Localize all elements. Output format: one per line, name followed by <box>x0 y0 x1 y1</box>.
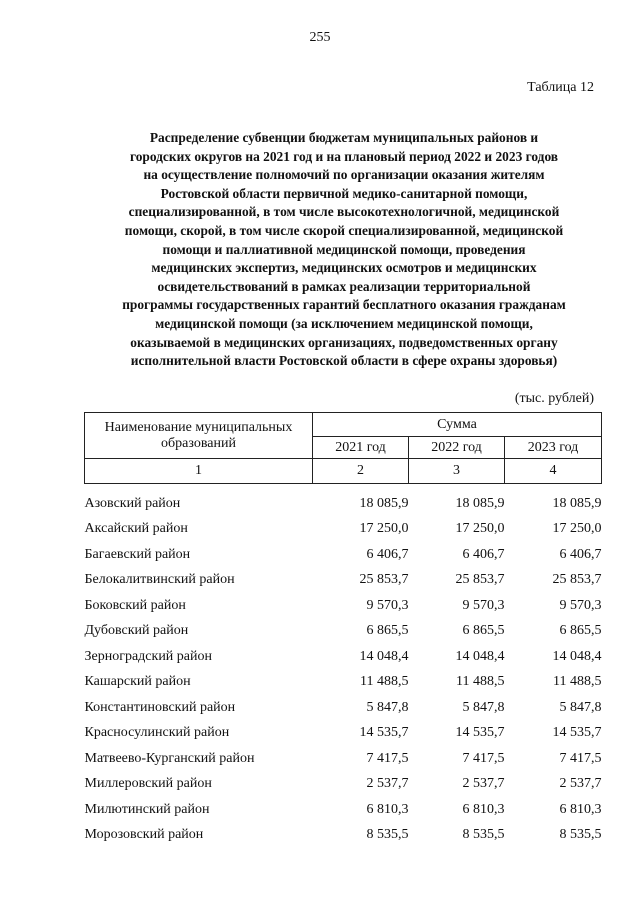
table-row <box>85 695 602 721</box>
value-2021-cell: 6 406,7 <box>366 546 409 562</box>
value-2021-cell: 5 847,8 <box>366 699 409 715</box>
municipality-name-cell: Морозовский район <box>84 827 204 843</box>
column-number-1: 1 <box>85 459 313 484</box>
column-number-3: 3 <box>409 459 505 484</box>
value-2023-cell: 25 853,7 <box>552 572 602 588</box>
value-2021-cell: 25 853,7 <box>359 572 409 588</box>
value-2022-cell: 18 085,9 <box>455 495 505 511</box>
table-row <box>85 568 602 594</box>
municipality-name-cell: Миллеровский район <box>84 776 212 792</box>
value-2023-cell: 11 488,5 <box>553 674 602 690</box>
municipality-name-cell: Милютинский район <box>84 801 210 817</box>
value-2021-cell: 14 535,7 <box>359 725 409 741</box>
value-2021-cell: 2 537,7 <box>366 776 409 792</box>
header-year-2021: 2021 год <box>313 437 409 459</box>
value-2023-cell: 7 417,5 <box>559 750 602 766</box>
title-line: Распределение субвенции бюджетам муниципальных районов и <box>149 130 539 145</box>
table-row <box>85 746 602 772</box>
table-row <box>85 491 602 517</box>
municipality-name-cell: Аксайский район <box>84 521 188 537</box>
value-2022-cell: 8 535,5 <box>462 827 505 843</box>
title-line: программы государственных гарантий бесплатного оказания гражданам <box>122 297 566 313</box>
title-line: на осуществление полномочий по организации оказания жителям <box>143 167 545 183</box>
value-2021-cell: 14 048,4 <box>359 648 409 664</box>
title-line: освидетельствований в рамках реализации территориальной <box>157 278 531 294</box>
subvention-table <box>84 412 602 848</box>
value-2022-cell: 9 570,3 <box>462 597 505 613</box>
table-row <box>85 644 602 670</box>
title-line: медицинской помощи (за исключением медицинской помощи, <box>155 315 533 331</box>
document-title <box>84 129 604 371</box>
value-2023-cell: 14 535,7 <box>552 725 602 741</box>
value-2023-cell: 8 535,5 <box>559 827 602 843</box>
title-line: помощи, скорой, в том числе скорой специализированной, медицинской <box>124 222 564 238</box>
value-2022-cell: 7 417,5 <box>462 750 505 766</box>
value-2021-cell: 9 570,3 <box>366 597 409 613</box>
title-line: медицинских экспертиз, медицинских осмотров и медицинских <box>151 260 537 276</box>
header-year-2023: 2023 год <box>505 437 602 459</box>
column-number-2: 2 <box>313 459 409 484</box>
table-row <box>85 670 602 696</box>
table-row <box>85 542 602 568</box>
units-label: (тыс. рублей) <box>514 391 594 406</box>
title-line: городских округов на 2021 год и на плановый период 2022 и 2023 годов <box>129 148 559 164</box>
value-2023-cell: 6 810,3 <box>559 801 602 817</box>
municipality-name-cell: Белокалитвинский район <box>84 572 235 588</box>
value-2023-cell: 18 085,9 <box>552 495 602 511</box>
page-number: 255 <box>309 30 331 45</box>
table-row <box>85 823 602 849</box>
table-body <box>85 484 602 849</box>
value-2021-cell: 17 250,0 <box>359 521 409 537</box>
municipality-name-cell: Боковский район <box>84 597 186 613</box>
value-2022-cell: 6 865,5 <box>462 623 505 639</box>
value-2023-cell: 6 865,5 <box>559 623 602 639</box>
value-2022-cell: 2 537,7 <box>462 776 505 792</box>
table-row <box>85 797 602 823</box>
value-2023-cell: 6 406,7 <box>559 546 602 562</box>
value-2022-cell: 6 406,7 <box>462 546 505 562</box>
title-line: специализированной, в том числе высокотехнологичной, медицинской <box>128 204 560 220</box>
value-2021-cell: 18 085,9 <box>359 495 409 511</box>
value-2023-cell: 14 048,4 <box>552 648 602 664</box>
header-municipality-name: Наименование муниципальных образований <box>85 413 313 459</box>
value-2021-cell: 6 810,3 <box>366 801 409 817</box>
value-2021-cell: 8 535,5 <box>366 827 409 843</box>
municipality-name-cell: Дубовский район <box>84 623 189 639</box>
header-sum: Сумма <box>313 413 602 437</box>
value-2022-cell: 11 488,5 <box>456 674 505 690</box>
municipality-name-cell: Азовский район <box>84 495 181 511</box>
municipality-name-cell: Кашарский район <box>84 674 191 690</box>
table-label: Таблица 12 <box>527 80 594 95</box>
table-row <box>85 593 602 619</box>
municipality-name-cell: Багаевский район <box>84 546 191 562</box>
municipality-name-cell: Константиновский район <box>84 699 236 715</box>
value-2021-cell: 6 865,5 <box>366 623 409 639</box>
value-2022-cell: 5 847,8 <box>462 699 505 715</box>
title-line: Ростовской области первичной медико-санитарной помощи, <box>160 185 528 201</box>
municipality-name-cell: Красносулинский район <box>84 725 230 741</box>
table-row <box>85 619 602 645</box>
column-number-4: 4 <box>505 459 602 484</box>
value-2023-cell: 17 250,0 <box>552 521 602 537</box>
table-row <box>85 517 602 543</box>
value-2022-cell: 17 250,0 <box>455 521 505 537</box>
value-2022-cell: 6 810,3 <box>462 801 505 817</box>
table-row <box>85 721 602 747</box>
value-2023-cell: 5 847,8 <box>559 699 602 715</box>
title-line: помощи и паллиативной медицинской помощи, проведения <box>162 241 526 257</box>
value-2021-cell: 7 417,5 <box>366 750 409 766</box>
title-line: оказываемой в медицинских организациях, подведомственных органу <box>130 334 558 350</box>
value-2023-cell: 9 570,3 <box>559 597 602 613</box>
value-2023-cell: 2 537,7 <box>559 776 602 792</box>
value-2021-cell: 11 488,5 <box>360 674 409 690</box>
municipality-name-cell: Матвеево-Курганский район <box>84 750 255 766</box>
title-line: исполнительной власти Ростовской области в сфере охраны здоровья) <box>130 353 558 369</box>
table-row <box>85 772 602 798</box>
header-year-2022: 2022 год <box>409 437 505 459</box>
municipality-name-cell: Зерноградский район <box>84 648 212 664</box>
value-2022-cell: 14 048,4 <box>455 648 505 664</box>
value-2022-cell: 25 853,7 <box>455 572 505 588</box>
value-2022-cell: 14 535,7 <box>455 725 505 741</box>
